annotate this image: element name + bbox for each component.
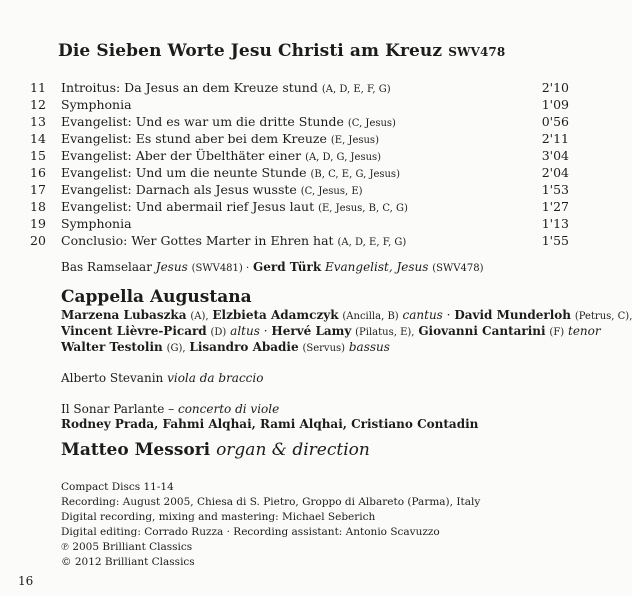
track-number: 19: [30, 216, 46, 231]
track-row: [0, 114, 600, 131]
voice-part: altus: [230, 324, 260, 338]
track-duration: 3'04: [541, 148, 569, 163]
credit-line: Recording: August 2005, Chiesa di S. Pietro, Groppo di Albareto (Parma), Italy: [61, 496, 481, 508]
singer-role: (A),: [190, 311, 209, 322]
track-roles: (A, D, E, F, G): [337, 237, 407, 248]
voice-part: cantus: [402, 308, 443, 322]
singer-role: (Pilatus, E),: [355, 327, 415, 338]
credit-line: ℗ 2005 Brilliant Classics: [61, 541, 193, 553]
ensemble-name: Cappella Augustana: [61, 287, 252, 307]
work-catalog-number: SWV478: [448, 45, 506, 59]
consort-instrument: concerto di viole: [177, 402, 280, 416]
soloist-work: (SWV481) ·: [191, 263, 250, 274]
track-roles: (E, Jesus, B, C, G): [318, 203, 408, 214]
track-title: Symphonia: [61, 216, 132, 231]
singer-role: (F): [549, 327, 565, 338]
track-number: 11: [30, 80, 46, 95]
track-number: 17: [30, 182, 46, 197]
track-title: Evangelist: Aber der Übelthäter einer: [61, 148, 302, 163]
track-duration: 1'09: [541, 97, 569, 112]
soloist-role: Jesus: [155, 260, 188, 274]
track-row: [0, 182, 600, 199]
track-roles: (B, C, E, G, Jesus): [310, 169, 400, 180]
track-title: Evangelist: Es stund aber bei dem Kreuze: [61, 131, 327, 146]
consort-members: Rodney Prada, Fahmi Alqhai, Rami Alqhai, Cristiano Contadin: [61, 417, 479, 431]
track-number: 20: [30, 233, 46, 248]
track-duration: 1'53: [541, 182, 569, 197]
track-title: Conclusio: Wer Gottes Marter in Ehren hat: [61, 233, 334, 248]
track-row: [0, 148, 600, 165]
singer-name: Marzena Lubaszka: [61, 308, 187, 322]
track-duration: 2'10: [541, 80, 569, 95]
track-number: 14: [30, 131, 46, 146]
track-title: Evangelist: Und es war um die dritte Stunde: [61, 114, 344, 129]
track-row: [0, 216, 600, 233]
director-credit: [61, 440, 370, 460]
track-number: 12: [30, 97, 46, 112]
credit-line: Compact Discs 11-14: [61, 481, 174, 493]
singer-role: (Petrus, C),: [574, 311, 632, 322]
singer-name: Elzbieta Adamczyk: [212, 308, 339, 322]
singer-role: (Ancilla, B): [342, 311, 399, 322]
voice-part: tenor: [568, 324, 601, 338]
soloist-role: Evangelist, Jesus: [324, 260, 429, 274]
track-title: Introitus: Da Jesus an dem Kreuze stund: [61, 80, 318, 95]
credit-line: Digital recording, mixing and mastering: Michael Seberich: [61, 511, 376, 523]
track-row: [0, 233, 600, 250]
soloists-line: [61, 260, 484, 274]
track-duration: 1'27: [541, 199, 569, 214]
singer-name: Giovanni Cantarini: [418, 324, 546, 338]
singer-role: (D): [210, 327, 227, 338]
track-roles: (E, Jesus): [330, 135, 379, 146]
director-name: Matteo Messori: [61, 440, 211, 460]
page-number: 16: [18, 574, 34, 588]
track-duration: 2'11: [541, 131, 569, 146]
work-title: [58, 41, 505, 61]
track-duration: 0'56: [541, 114, 569, 129]
soloist-name: Bas Ramselaar: [61, 260, 152, 274]
track-row: [0, 80, 600, 97]
consort-heading: [61, 402, 279, 416]
singer-role: (G),: [166, 343, 186, 354]
singer-role: (Servus): [302, 343, 346, 354]
track-number: 16: [30, 165, 46, 180]
track-duration: 1'13: [541, 216, 569, 231]
separator: ·: [263, 324, 268, 338]
separator: ·: [446, 308, 451, 322]
track-row: [0, 165, 600, 182]
viola-credit: [61, 371, 263, 385]
track-title: Evangelist: Und um die neunte Stunde: [61, 165, 307, 180]
singer-name: Walter Testolin: [61, 340, 163, 354]
consort-name: Il Sonar Parlante –: [61, 402, 175, 416]
track-roles: (C, Jesus): [347, 118, 396, 129]
track-roles: (C, Jesus, E): [300, 186, 363, 197]
voice-part: bassus: [348, 340, 390, 354]
track-title: Evangelist: Und abermail rief Jesus laut: [61, 199, 315, 214]
singer-name: Hervé Lamy: [271, 324, 352, 338]
ensemble-line-3: [61, 340, 390, 354]
credit-line: Digital editing: Corrado Ruzza · Recording assistant: Antonio Scavuzzo: [61, 526, 440, 538]
track-number: 15: [30, 148, 46, 163]
ensemble-line-1: [61, 308, 632, 322]
work-title-main: Die Sieben Worte Jesu Christi am Kreuz: [58, 41, 443, 61]
track-row: [0, 97, 600, 114]
soloist-work: (SWV478): [432, 263, 484, 274]
ensemble-line-2: [61, 324, 601, 338]
track-duration: 2'04: [541, 165, 569, 180]
soloist-name: Gerd Türk: [253, 260, 322, 274]
track-number: 18: [30, 199, 46, 214]
track-row: [0, 131, 600, 148]
track-roles: (A, D, E, F, G): [321, 84, 391, 95]
track-row: [0, 199, 600, 216]
singer-name: David Munderloh: [454, 308, 571, 322]
director-role: organ & direction: [216, 440, 370, 460]
singer-name: Lisandro Abadie: [189, 340, 299, 354]
viola-player: Alberto Stevanin: [61, 371, 164, 385]
track-duration: 1'55: [541, 233, 569, 248]
credit-line: © 2012 Brilliant Classics: [61, 556, 195, 568]
viola-instrument: viola da braccio: [167, 371, 264, 385]
track-roles: (A, D, G, Jesus): [305, 152, 382, 163]
track-title: Evangelist: Darnach als Jesus wusste: [61, 182, 297, 197]
track-number: 13: [30, 114, 46, 129]
track-title: Symphonia: [61, 97, 132, 112]
singer-name: Vincent Lièvre-Picard: [61, 324, 207, 338]
